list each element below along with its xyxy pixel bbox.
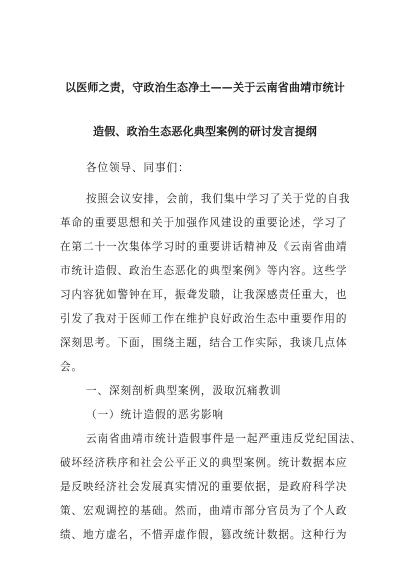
- body-line: 引发了我对于医师工作在维护良好政治生态中重要作用的: [60, 313, 348, 325]
- body-line: 破坏经济秩序和社会公平正义的典型案例。统计数据本应: [60, 457, 348, 469]
- body-line: 按照会议安排，会前，我们集中学习了关于党的自我: [86, 193, 351, 205]
- body-line: 市统计造假、政治生态恶化的典型案例》等内容。这些学: [60, 265, 348, 277]
- body-line: 会。: [60, 361, 83, 373]
- document-title-line-1: 以医师之责，守政治生态净土——关于云南省曲靖市统计: [65, 81, 345, 94]
- body-line: 绩、地方虚名，不惜弄虚作假，篡改统计数据。这种行为: [60, 529, 348, 541]
- body-line: 是反映经济社会发展真实情况的重要依据，是政府科学决: [60, 481, 348, 493]
- body-line: 云南省曲靖市统计造假事件是一起严重违反党纪国法、: [86, 433, 362, 445]
- body-line: 习内容犹如警钟在耳，振聋发聩，让我深感责任重大，也: [60, 289, 348, 301]
- body-line: 在第二十一次集体学习时的重要讲话精神及《云南省曲靖: [60, 241, 348, 253]
- subsection-heading: （一）统计造假的恶劣影响: [86, 409, 224, 421]
- section-heading: 一、深刻剖析典型案例，汲取沉痛教训: [86, 385, 282, 397]
- body-line: 策、宏观调控的基础。然而，曲靖市部分官员为了个人政: [60, 505, 348, 517]
- body-line: 深刻思考。下面，围绕主题，结合工作实际，我谈几点体: [60, 337, 348, 349]
- body-line: 革命的重要思想和关于加强作风建设的重要论述，学习了: [60, 217, 348, 229]
- salutation: 各位领导、同事们：: [86, 162, 190, 174]
- document-title-line-2: 造假、政治生态恶化典型案例的研讨发言提纲: [93, 125, 317, 138]
